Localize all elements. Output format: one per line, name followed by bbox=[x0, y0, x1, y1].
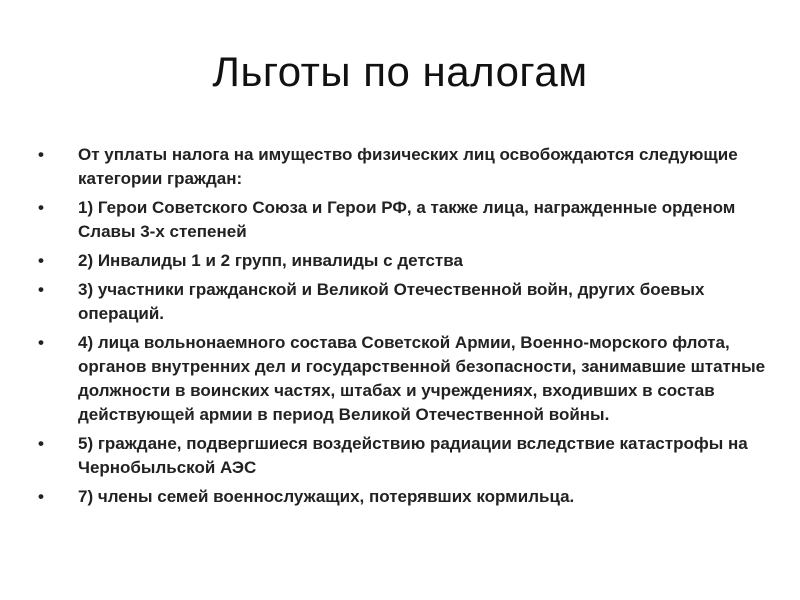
bullet-marker-icon: • bbox=[38, 251, 44, 270]
bullet-item bbox=[38, 143, 768, 191]
bullet-item bbox=[38, 196, 768, 244]
bullet-text: 5) граждане, подвергшиеся воздействию радиации вследствие катастрофы на Чернобыльской АЭС bbox=[78, 434, 748, 477]
bullet-item bbox=[38, 485, 768, 509]
bullet-item bbox=[38, 432, 768, 480]
bullet-text: 4) лица вольнонаемного состава Советской Армии, Военно-морского флота, органов внутренних дел и государственной безопасности, занимавшие штатные должности в воинских частях, штабах и учреждениях, входивших в состав действующей армии в период Великой Отечественной войны. bbox=[78, 333, 766, 424]
bullet-text: От уплаты налога на имущество физических лиц освобождаются следующие категории граждан: bbox=[78, 145, 738, 188]
bullet-text: 3) участники гражданской и Великой Отечественной войн, других боевых операций. bbox=[78, 280, 705, 323]
bullet-item bbox=[38, 249, 768, 273]
bullet-text: 2) Инвалиды 1 и 2 групп, инвалиды с детства bbox=[78, 251, 463, 270]
bullet-list bbox=[38, 143, 768, 514]
bullet-marker-icon: • bbox=[38, 198, 44, 217]
bullet-item bbox=[38, 331, 768, 427]
bullet-item bbox=[38, 278, 768, 326]
bullet-marker-icon: • bbox=[38, 434, 44, 453]
bullet-text: 1) Герои Советского Союза и Герои РФ, а также лица, награжденные орденом Славы 3-х степеней bbox=[78, 198, 736, 241]
bullet-text: 7) члены семей военнослужащих, потерявших кормильца. bbox=[78, 487, 575, 506]
slide-title: Льготы по налогам bbox=[212, 48, 588, 95]
bullet-marker-icon: • bbox=[38, 333, 44, 352]
bullet-marker-icon: • bbox=[38, 280, 44, 299]
bullet-marker-icon: • bbox=[38, 145, 44, 164]
bullet-marker-icon: • bbox=[38, 487, 44, 506]
